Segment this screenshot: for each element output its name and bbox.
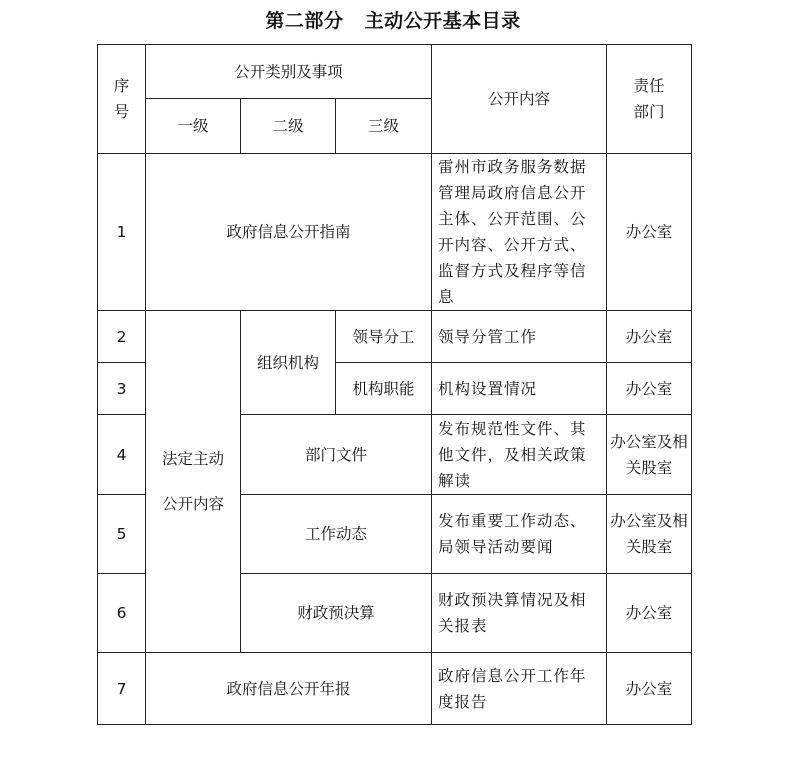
page-title: 第二部分 主动公开基本目录 (265, 10, 521, 32)
row-dept: 办公室及相关股室 (607, 415, 692, 495)
header-level3: 三级 (336, 99, 432, 154)
row-level1-line1: 法定主动 (161, 449, 224, 468)
header-level2: 二级 (241, 99, 336, 154)
header-dept-line2: 部门 (633, 103, 665, 121)
header-content: 公开内容 (432, 45, 607, 154)
row-level3: 领导分工 (336, 311, 432, 363)
row-seq: 7 (98, 653, 146, 725)
header-row (98, 45, 692, 99)
table-row (98, 311, 692, 363)
header-seq (98, 45, 146, 154)
row-content: 政府信息公开工作年度报告 (432, 653, 607, 725)
row-content: 财政预决算情况及相关报表 (432, 574, 607, 653)
row-level3: 机构职能 (336, 363, 432, 415)
row-item: 政府信息公开年报 (146, 653, 432, 725)
row-level2: 组织机构 (241, 311, 336, 415)
row-level1-line2: 公开内容 (161, 494, 224, 513)
header-dept (607, 45, 692, 154)
row-dept: 办公室及相关股室 (607, 495, 692, 574)
row-content: 机构设置情况 (432, 363, 607, 415)
row-seq: 3 (98, 363, 146, 415)
row-item: 部门文件 (241, 415, 432, 495)
header-category: 公开类别及事项 (146, 45, 432, 99)
row-seq: 1 (98, 154, 146, 311)
header-seq-line2: 号 (113, 103, 130, 121)
row-dept: 办公室 (607, 363, 692, 415)
row-item: 财政预决算 (241, 574, 432, 653)
row-item: 工作动态 (241, 495, 432, 574)
row-seq: 4 (98, 415, 146, 495)
catalog-table (97, 44, 692, 725)
header-level1: 一级 (146, 99, 241, 154)
row-content: 雷州市政务服务数据管理局政府信息公开主体、公开范围、公开内容、公开方式、监督方式及程序等信息 (432, 154, 607, 311)
row-dept: 办公室 (607, 311, 692, 363)
row-level1 (146, 311, 241, 653)
row-dept: 办公室 (607, 154, 692, 311)
row-seq: 6 (98, 574, 146, 653)
table-row (98, 154, 692, 311)
row-content: 发布重要工作动态、局领导活动要闻 (432, 495, 607, 574)
row-content: 发布规范性文件、其他文件，及相关政策解读 (432, 415, 607, 495)
header-seq-line1: 序 (113, 77, 130, 95)
row-dept: 办公室 (607, 574, 692, 653)
header-dept-line1: 责任 (633, 77, 665, 95)
row-seq: 5 (98, 495, 146, 574)
row-seq: 2 (98, 311, 146, 363)
table-row (98, 653, 692, 725)
row-item: 政府信息公开指南 (146, 154, 432, 311)
row-content: 领导分管工作 (432, 311, 607, 363)
row-dept: 办公室 (607, 653, 692, 725)
